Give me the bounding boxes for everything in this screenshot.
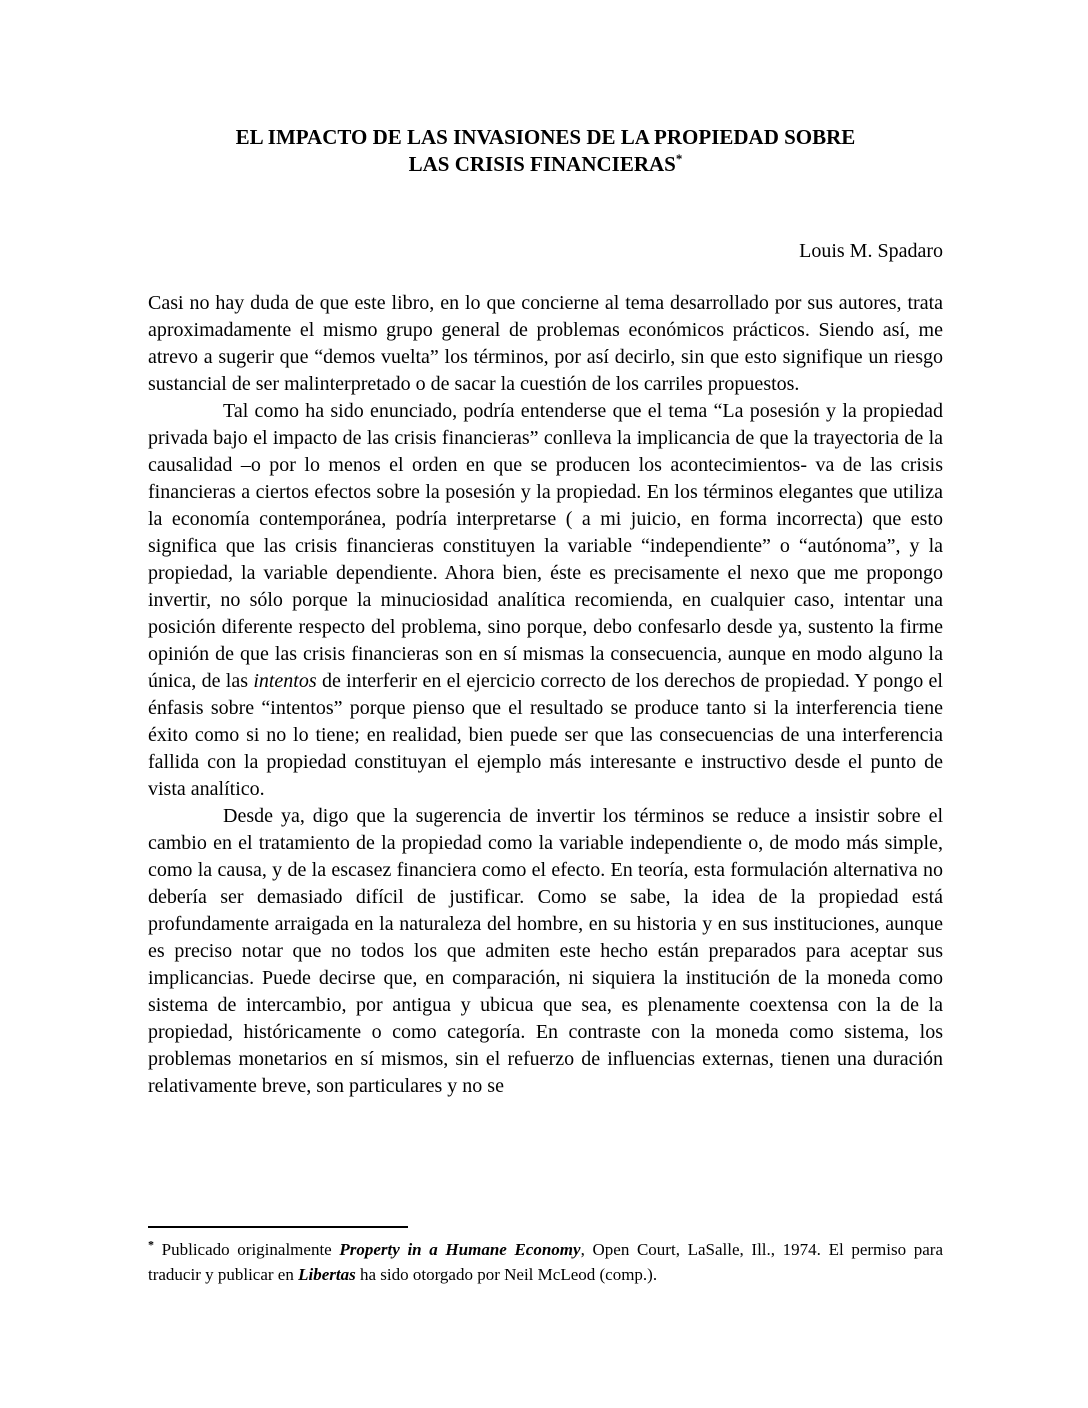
body-text — [148, 290, 943, 1100]
document-title — [148, 124, 943, 178]
italic-text-run: intentos — [253, 670, 317, 692]
body-paragraph — [148, 398, 943, 803]
title-footnote-marker: * — [675, 151, 683, 166]
title-line-1: EL IMPACTO DE LAS INVASIONES DE LA PROPIEDAD SOBRE — [235, 125, 856, 149]
title-line-2 — [148, 151, 943, 178]
footnote-marker: * — [148, 1237, 154, 1252]
footnote-block — [148, 1226, 943, 1287]
body-paragraph — [148, 290, 943, 398]
page-content — [148, 124, 943, 1100]
text-run: Publicado originalmente — [154, 1240, 340, 1259]
text-run: ha sido otorgado por Neil McLeod (comp.). — [355, 1265, 658, 1284]
text-run: Tal como ha sido enunciado, podría entenderse que el tema “La posesión y la propiedad privada bajo el impacto de las crisis financieras” conlleva la implicancia de que la trayectoria de la causalidad –o por lo menos el orden en que se producen los acontecimientos- va de las crisis financieras a ciertos efectos sobre la posesión y la propiedad. En los términos elegantes que utiliza la economía contemporánea, podría interpretarse ( a mi juicio, en forma incorrecta) que esto significa que las crisis financieras constituyen la variable “independiente” o “autónoma”, y la propiedad, la variable dependiente. Ahora bien, éste es precisamente el nexo que me propongo invertir, no sólo porque la minuciosidad analítica recomienda, en cualquier caso, intentar una posición diferente respecto del problema, sino porque, debo confesarlo desde ya, sustento la firme opinión de que las crisis financieras son en sí mismas la consecuencia, aunque en modo alguno la única, de las — [148, 400, 943, 692]
text-run: de interferir en el ejercicio correcto de los derechos de propiedad. Y pongo el énfasis sobre “intentos” porque pienso que el resultado se produce tanto si la interferencia tiene éxito como si no lo tiene; en realidad, bien puede ser que las consecuencias de una interferencia fallida con la propiedad constituyan el ejemplo más interesante e instructivo desde el punto de vista analítico. — [148, 670, 943, 800]
italic-text-run: Libertas — [298, 1265, 356, 1284]
italic-text-run: Property in a Humane Economy — [339, 1240, 581, 1259]
text-run: Desde ya, digo que la sugerencia de invertir los términos se reduce a insistir sobre el cambio en el tratamiento de la propiedad como la variable independiente o, de modo más simple, como la causa, y de la escasez financiera como el efecto. En teoría, esta formulación alternativa no debería ser demasiado difícil de justificar. Como se sabe, la idea de la propiedad está profundamente arraigada en la naturaleza del hombre, en su historia y en sus instituciones, aunque es preciso notar que no todos los que admiten este hecho están preparados para aceptar sus implicancias. Puede decirse que, en comparación, ni siquiera la institución de la moneda como sistema de intercambio, por antigua y ubicua que sea, es plenamente coextensa con la de la propiedad, históricamente o como categoría. En contraste con la moneda como sistema, los problemas monetarios en sí mismos, sin el refuerzo de influencias externas, tienen una duración relativamente breve, son particulares y no se — [148, 805, 943, 1097]
body-paragraph — [148, 803, 943, 1100]
footnote-separator-rule — [148, 1226, 408, 1228]
footnote-runs — [148, 1240, 943, 1284]
title-line-2-text: LAS CRISIS FINANCIERAS — [408, 152, 676, 176]
text-run: Casi no hay duda de que este libro, en lo que concierne al tema desarrollado por sus autores, trata aproximadamente el mismo grupo general de problemas económicos prácticos. Siendo así, me atrevo a sugerir que “demos vuelta” los términos, por así decirlo, sin que esto signifique un riesgo sustancial de ser malinterpretado o de sacar la cuestión de los carriles propuestos. — [148, 292, 943, 395]
text-run: , Open Court, LaSalle, Ill., 1974. El permiso para traducir y publicar en — [148, 1240, 944, 1284]
footnote-text — [148, 1237, 943, 1287]
author-name: Louis M. Spadaro — [799, 240, 943, 262]
